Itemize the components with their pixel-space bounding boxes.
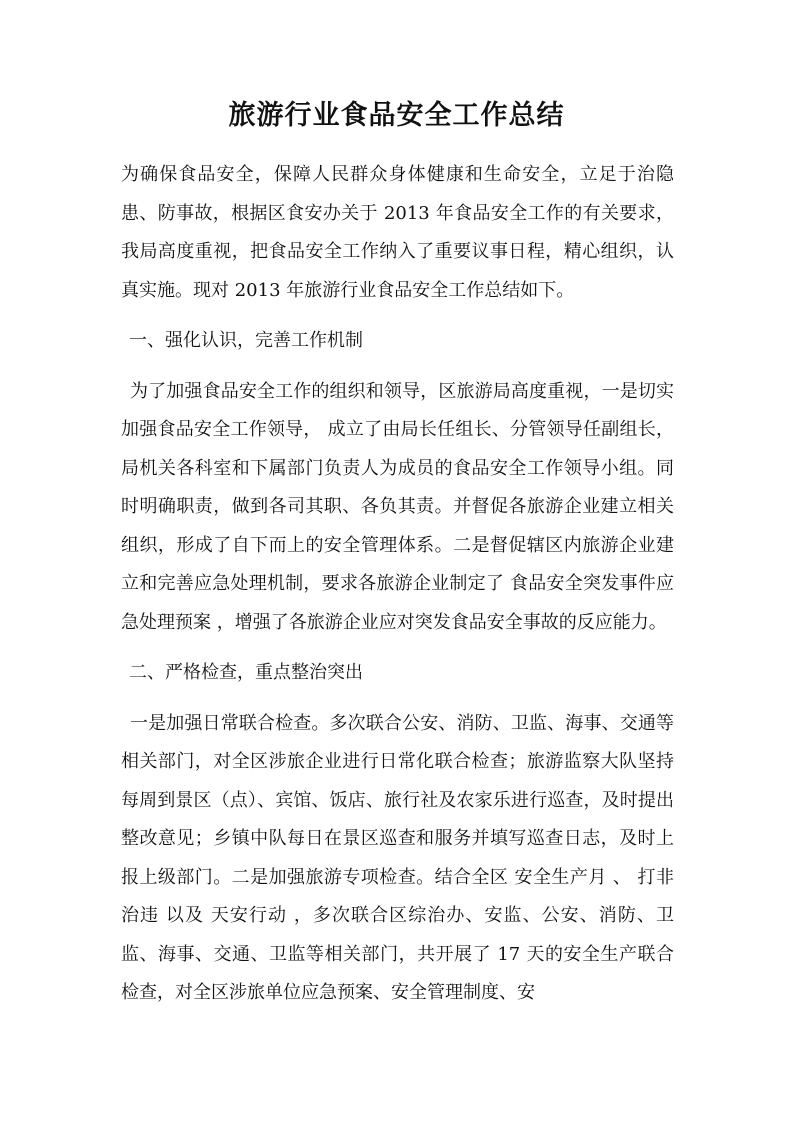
- intro-paragraph: 为确保食品安全，保障人民群众身体健康和生命安全，立足于治隐患、防事故，根据区食安办关于 2013 年食品安全工作的有关要求，我局高度重视，把食品安全工作纳入了重要议事日程，精心组织，认真实施。现对 2013 年旅游行业食品安全工作总结如下。: [121, 164, 674, 301]
- document-body: [121, 156, 674, 1013]
- section-body-2: 一是加强日常联合检查。多次联合公安、消防、卫监、海事、交通等相关部门，对全区涉旅企业进行日常化联合检查；旅游监察大队坚持每周到景区（点）、宾馆、饭店、旅行社及农家乐进行巡查，及时提出整改意见；乡镇中队每日在景区巡查和服务并填写巡查日志，及时上报上级部门。二是加强旅游专项检查。结合全区 安全生产月 、 打非治违 以及 天安行动 ，多次联合区综治办、安监、公安、消防、卫监、海事、交通、卫监等相关部门，共开展了 17 天的安全生产联合检查，对全区涉旅单位应急预案、安全管理制度、安: [121, 712, 674, 1003]
- section-body-1: 为了加强食品安全工作的组织和领导，区旅游局高度重视，一是切实加强食品安全工作领导， 成立了由局长任组长、分管领导任副组长，局机关各科室和下属部门负责人为成员的食品安全工作领导小组。同时明确职责，做到各司其职、各负其责。并督促各旅游企业建立相关组织，形成了自下而上的安全管理体系。二是督促辖区内旅游企业建立和完善应急处理机制，要求各旅游企业制定了 食品安全突发事件应急处理预案 ，增强了各旅游企业应对突发食品安全事故的反应能力。: [121, 380, 674, 633]
- section-heading-2: 二、严格检查，重点整治突出: [129, 662, 363, 683]
- document-title: 旅游行业食品安全工作总结: [228, 100, 565, 131]
- section-heading-1: 一、强化认识，完善工作机制: [129, 330, 363, 351]
